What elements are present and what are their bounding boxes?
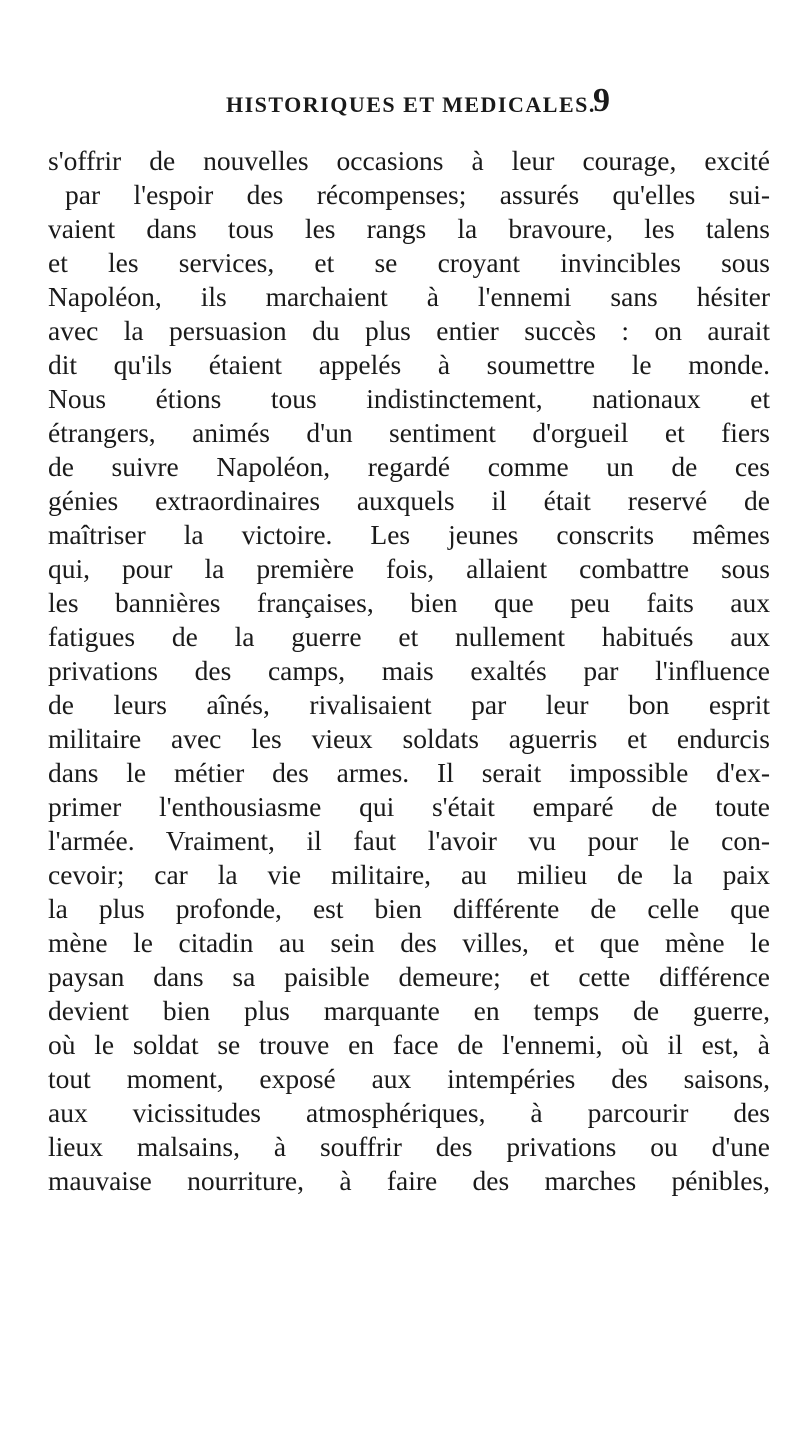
text-line: primer l'enthousiasme qui s'était emparé de toute <box>48 791 770 822</box>
text-line: de suivre Napoléon, regardé comme un de ces <box>48 451 770 482</box>
text-line: la plus profonde, est bien différente de celle que <box>48 893 770 924</box>
text-line: mauvaise nourriture, à faire des marches pénibles, <box>48 1165 770 1196</box>
body-text <box>48 144 770 1198</box>
text-line: vaient dans tous les rangs la bravoure, les talens <box>48 213 770 244</box>
text-line: les bannières françaises, bien que peu faits aux <box>48 587 770 618</box>
text-line: Napoléon, ils marchaient à l'ennemi sans hésiter <box>48 281 770 312</box>
text-line: paysan dans sa paisible demeure; et cette différence <box>48 961 770 992</box>
text-line: devient bien plus marquante en temps de guerre, <box>48 995 770 1026</box>
text-line: avec la persuasion du plus entier succès : on aurait <box>48 315 770 346</box>
text-line: lieux malsains, à souffrir des privations ou d'une <box>48 1131 770 1162</box>
text-line: mène le citadin au sein des villes, et que mène le <box>48 927 770 958</box>
text-line: et les services, et se croyant invincibles sous <box>48 247 770 278</box>
text-line: par l'espoir des récompenses; assurés qu'elles sui- <box>65 179 770 210</box>
text-line: Nous étions tous indistinctement, nationaux et <box>48 383 770 414</box>
text-line: militaire avec les vieux soldats aguerris et endurcis <box>48 723 770 754</box>
text-line: dans le métier des armes. Il serait impossible d'ex- <box>48 757 770 788</box>
text-line: s'offrir de nouvelles occasions à leur courage, excité <box>48 145 770 176</box>
text-line: étrangers, animés d'un sentiment d'orgueil et fiers <box>48 417 770 448</box>
text-line: maîtriser la victoire. Les jeunes conscrits mêmes <box>48 519 770 550</box>
text-line: fatigues de la guerre et nullement habitués aux <box>48 621 770 652</box>
text-line: dit qu'ils étaient appelés à soumettre le monde. <box>48 349 770 380</box>
text-line: de leurs aînés, rivalisaient par leur bon esprit <box>48 689 770 720</box>
text-line: qui, pour la première fois, allaient combattre sous <box>48 553 770 584</box>
text-line: où le soldat se trouve en face de l'ennemi, où il est, à <box>48 1029 770 1060</box>
text-line: privations des camps, mais exaltés par l'influence <box>48 655 770 686</box>
text-line: l'armée. Vraiment, il faut l'avoir vu pour le con- <box>48 825 770 856</box>
running-head <box>0 82 801 122</box>
text-line: aux vicissitudes atmosphériques, à parcourir des <box>48 1097 770 1128</box>
page-number: 9 <box>593 82 610 119</box>
running-title: HISTORIQUES ET MEDICALES. <box>226 92 596 117</box>
text-line: cevoir; car la vie militaire, au milieu de la paix <box>48 859 770 890</box>
text-line: génies extraordinaires auxquels il était reservé de <box>48 485 770 516</box>
text-line: tout moment, exposé aux intempéries des saisons, <box>48 1063 770 1094</box>
